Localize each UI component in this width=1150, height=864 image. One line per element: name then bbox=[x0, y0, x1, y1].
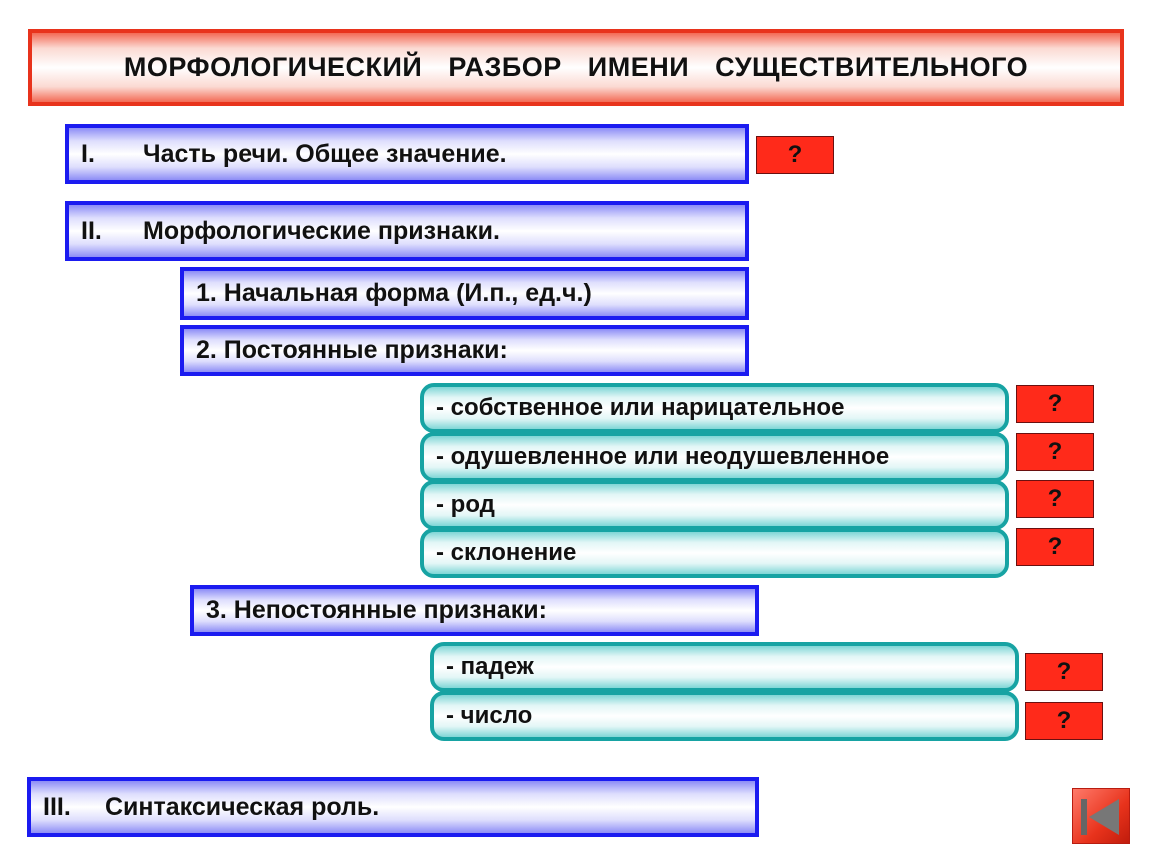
question-button-case[interactable]: ? bbox=[1025, 653, 1103, 691]
back-arrow-triangle bbox=[1089, 799, 1119, 835]
question-button-declension[interactable]: ? bbox=[1016, 528, 1094, 566]
page-title: МОРФОЛОГИЧЕСКИЙ РАЗБОР ИМЕНИ СУЩЕСТВИТЕЛЬНОГО bbox=[28, 29, 1124, 106]
question-button-gender[interactable]: ? bbox=[1016, 480, 1094, 518]
feature-animate-inanimate: - одушевленное или неодушевленное bbox=[420, 432, 1009, 482]
section-number: III. bbox=[43, 792, 71, 821]
feature-declension: - склонение bbox=[420, 528, 1009, 578]
section-label: Морфологические признаки. bbox=[143, 216, 500, 245]
section-syntactic-role bbox=[27, 777, 759, 837]
feature-gender: - род bbox=[420, 480, 1009, 530]
section-number: II. bbox=[81, 216, 102, 245]
section-label: Часть речи. Общее значение. bbox=[143, 139, 507, 168]
question-button-proper-common[interactable]: ? bbox=[1016, 385, 1094, 423]
item-initial-form: 1. Начальная форма (И.п., ед.ч.) bbox=[180, 267, 749, 320]
section-label: Синтаксическая роль. bbox=[105, 792, 380, 821]
feature-proper-common: - собственное или нарицательное bbox=[420, 383, 1009, 433]
feature-number: - число bbox=[430, 691, 1019, 741]
item-constant-features: 2. Постоянные признаки: bbox=[180, 325, 749, 376]
back-button[interactable] bbox=[1072, 788, 1130, 844]
back-arrow-icon bbox=[1081, 799, 1087, 835]
question-button-part-of-speech[interactable]: ? bbox=[756, 136, 834, 174]
section-morphological-features bbox=[65, 201, 749, 261]
item-variable-features: 3. Непостоянные признаки: bbox=[190, 585, 759, 636]
question-button-animate-inanimate[interactable]: ? bbox=[1016, 433, 1094, 471]
section-number: I. bbox=[81, 139, 95, 168]
question-button-number[interactable]: ? bbox=[1025, 702, 1103, 740]
feature-case: - падеж bbox=[430, 642, 1019, 692]
section-part-of-speech bbox=[65, 124, 749, 184]
